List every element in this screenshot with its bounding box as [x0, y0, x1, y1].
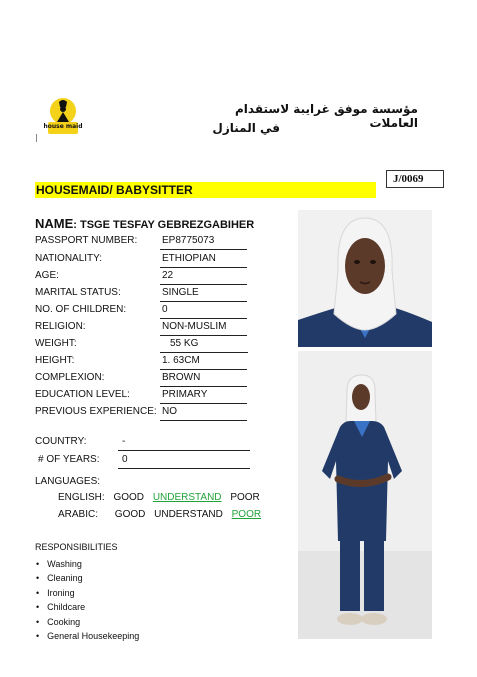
nationality-label: NATIONALITY: [35, 253, 103, 264]
nationality-value: ETHIOPIAN [160, 253, 247, 268]
responsibilities-title: RESPONSIBILITIES [35, 542, 118, 552]
page-title: HOUSEMAID/ BABYSITTER [35, 182, 376, 198]
list-item: • Childcare [36, 600, 139, 614]
weight-value: 55 KG [160, 338, 248, 353]
country-value: - [118, 436, 250, 451]
english-good: GOOD [113, 492, 145, 503]
passport-value: EP8775073 [160, 235, 247, 250]
responsibilities-list [36, 557, 139, 643]
arabic-label: ARABIC: [58, 509, 99, 520]
english-row [58, 492, 266, 503]
english-label: ENGLISH: [58, 492, 105, 503]
education-value: PRIMARY [160, 389, 247, 404]
age-value: 22 [160, 270, 247, 285]
full-body-photo [298, 351, 432, 639]
complexion-value: BROWN [160, 372, 247, 387]
experience-value: NO [160, 406, 247, 421]
experience-label: PREVIOUS EXPERIENCE: [35, 406, 157, 417]
company-logo [43, 96, 83, 136]
name-value: : TSGE TESFAY GEBREZGABIHER [73, 219, 255, 231]
agency-name-line-2: في المنازل [212, 121, 280, 135]
english-poor: POOR [230, 492, 260, 503]
passport-label: PASSPORT NUMBER: [35, 235, 138, 246]
reference-number: J/0069 [386, 170, 444, 188]
religion-label: RELIGION: [35, 321, 86, 332]
english-understand-selected: UNDERSTAND [152, 492, 222, 503]
list-item: • General Housekeeping [36, 629, 139, 643]
agency-name-line-1: مؤسسة موفق غرايبة لاستقدام العاملات [235, 102, 418, 130]
weight-label: WEIGHT: [35, 338, 77, 349]
years-label: # OF YEARS: [38, 454, 100, 465]
education-label: EDUCATION LEVEL: [35, 389, 130, 400]
arabic-understand: UNDERSTAND [154, 509, 223, 520]
list-item: • Cleaning [36, 571, 139, 585]
marital-status-value: SINGLE [160, 287, 247, 302]
arabic-row [58, 509, 267, 520]
name-label: NAME [35, 216, 74, 231]
list-item: • Cooking [36, 615, 139, 629]
height-value: 1. 63CM [160, 355, 247, 370]
religion-value: NON-MUSLIM [160, 321, 247, 336]
years-value: 0 [118, 454, 250, 469]
height-label: HEIGHT: [35, 355, 75, 366]
logo-mark-line [36, 134, 37, 142]
languages-label: LANGUAGES: [35, 476, 101, 487]
list-item: • Ironing [36, 586, 139, 600]
arabic-good: GOOD [114, 509, 146, 520]
svg-text:house maid: house maid [43, 123, 83, 130]
portrait-photo [298, 210, 432, 347]
complexion-label: COMPLEXION: [35, 372, 105, 383]
marital-status-label: MARITAL STATUS: [35, 287, 121, 298]
children-label: NO. OF CHILDREN: [35, 304, 127, 315]
list-item: • Washing [36, 557, 139, 571]
country-label: COUNTRY: [35, 436, 87, 447]
arabic-poor-selected: POOR [231, 509, 262, 520]
age-label: AGE: [35, 270, 59, 281]
children-value: 0 [160, 304, 247, 319]
name-row [35, 216, 254, 231]
